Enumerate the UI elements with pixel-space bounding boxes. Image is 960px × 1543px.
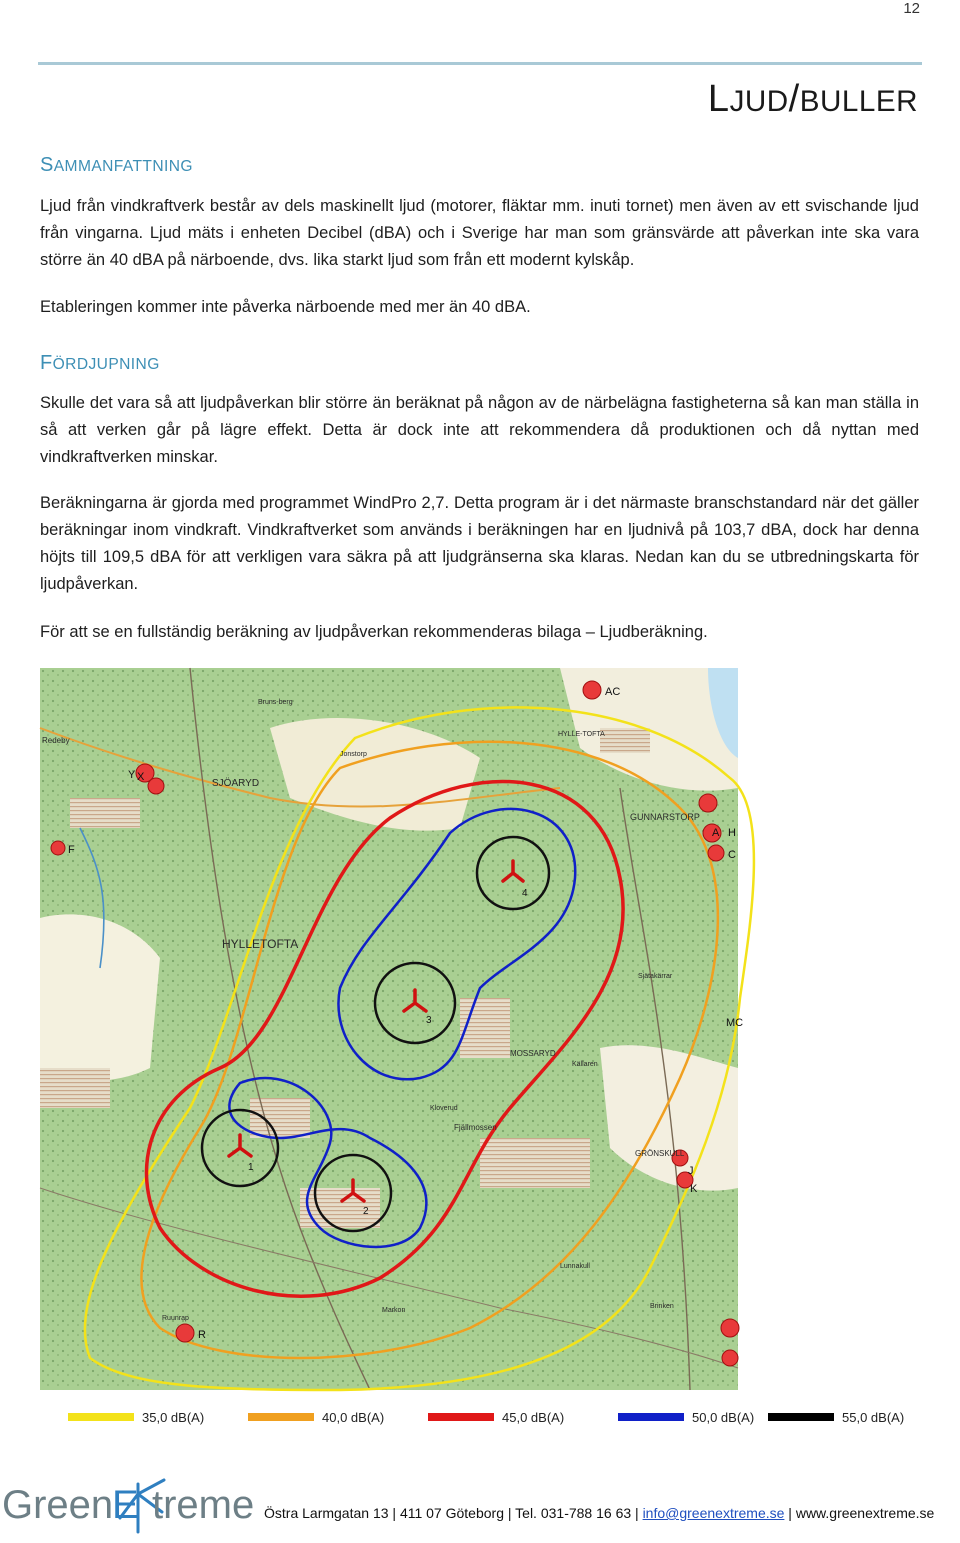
summary-paragraph: Ljud från vindkraftverk består av dels maskinellt ljud (motorer, fläktar mm. inuti tornet) men även av ett svischande ljud från vingarna. Ljud mäts i enheten Decibel (dBA) och i Sverige har man som gränsvärde att påverkan inte ska vara större än 40 dBA på närboende, dvs. lika starkt ljud som från ett modernt kylskåp. — [40, 197, 919, 269]
fordjupning-paragraph-2: Beräkningarna är gjorda med programmet WindPro 2,7. Detta program är i det närmaste branschstandard när det gäller beräkningar inom vindkraft. Vindkraftverket som används i beräkningen har en ljudnivå på 103,7 dBA, dock har denna höjts till 109,5 dBA för att verkligen vara säkra på att ljudgränserna ska klaras. Nedan kan du se utbredningskarta för ljudpåverkan. — [40, 494, 919, 593]
footer-address: Östra Larmgatan 13 — [264, 1505, 389, 1521]
svg-text:HYLLE-TOFTA: HYLLE-TOFTA — [558, 731, 605, 738]
svg-text:K: K — [690, 1183, 698, 1195]
svg-text:GUNNARSTORP: GUNNARSTORP — [630, 812, 700, 822]
page-title: LJUD/BULLER — [707, 78, 918, 120]
svg-text:Green: Green — [2, 1483, 114, 1527]
green-extreme-logo — [2, 1472, 255, 1538]
svg-text:A: A — [712, 827, 720, 839]
svg-text:AC: AC — [605, 686, 621, 698]
noise-map-graphic — [40, 668, 744, 1390]
svg-text:Redeby: Redeby — [42, 736, 70, 745]
svg-text:Källaren: Källaren — [572, 1061, 598, 1068]
noise-map — [40, 668, 744, 1390]
logo-graphic — [2, 1472, 255, 1538]
svg-text:R: R — [198, 1329, 206, 1341]
svg-text:SJÖARYD: SJÖARYD — [212, 778, 260, 789]
legend-swatch — [248, 1413, 314, 1421]
svg-text:Kloverud: Kloverud — [430, 1105, 458, 1112]
svg-text:4: 4 — [522, 888, 528, 899]
footer-email-link[interactable]: info@greenextreme.se — [642, 1505, 785, 1521]
svg-text:Brinken: Brinken — [650, 1303, 674, 1310]
svg-text:1: 1 — [248, 1162, 254, 1173]
svg-text:treme: treme — [152, 1483, 255, 1527]
legend-item-45 — [428, 1405, 564, 1429]
legend-label: 55,0 dB(A) — [842, 1409, 905, 1425]
fordjupning-paragraph-1: Skulle det vara så att ljudpåverkan blir större än beräknat på någon av de närbelägna fastigheterna så kan man ställa in så att verken går på lägre effekt. Detta är dock inte att rekommendera då produktionen och då nyttan med vindkraftverken minskar. — [40, 394, 919, 466]
legend-item-40 — [248, 1405, 384, 1429]
svg-text:X: X — [137, 771, 145, 783]
svg-text:Ruunrap: Ruunrap — [162, 1315, 189, 1322]
svg-text:Bruns-berg: Bruns-berg — [258, 699, 293, 706]
legend-item-35 — [68, 1405, 204, 1429]
section-heading-fordjupning: FÖRDJUPNING — [40, 352, 160, 374]
svg-text:F: F — [68, 844, 75, 856]
svg-text:3: 3 — [426, 1015, 432, 1026]
summary-conclusion: Etableringen kommer inte påverka närboende med mer än 40 dBA. — [40, 298, 531, 316]
svg-text:MC: MC — [726, 1017, 744, 1029]
section-heading-sammanfattning: SAMMANFATTNING — [40, 154, 193, 176]
map-legend — [68, 1405, 920, 1429]
legend-label: 50,0 dB(A) — [692, 1409, 755, 1425]
legend-label: 35,0 dB(A) — [142, 1409, 205, 1425]
legend-swatch — [68, 1413, 134, 1421]
legend-label: 45,0 dB(A) — [502, 1409, 565, 1425]
svg-text:Jonstorp: Jonstorp — [340, 751, 367, 758]
svg-text:Sjätakärrar: Sjätakärrar — [638, 973, 673, 980]
legend-swatch — [428, 1413, 494, 1421]
svg-text:Y: Y — [128, 769, 136, 781]
footer-postal: 411 07 Göteborg — [399, 1505, 504, 1521]
legend-swatch — [618, 1413, 684, 1421]
svg-text:E: E — [112, 1483, 139, 1527]
svg-text:Fjällmossen: Fjällmossen — [454, 1123, 497, 1132]
svg-text:2: 2 — [363, 1206, 369, 1217]
footer-web[interactable]: www.greenextreme.se — [795, 1505, 935, 1521]
svg-text:MOSSARYD: MOSSARYD — [510, 1049, 556, 1058]
legend-item-55 — [768, 1405, 904, 1429]
legend-item-50 — [618, 1405, 754, 1429]
legend-label: 40,0 dB(A) — [322, 1409, 385, 1425]
page-number: 12 — [903, 0, 920, 17]
svg-text:Markon: Markon — [382, 1307, 406, 1314]
svg-text:J: J — [688, 1165, 694, 1177]
footer-phone: Tel. 031-788 16 63 — [515, 1505, 632, 1521]
footer-contact: Östra Larmgatan 13 | 411 07 Göteborg | Tel. 031-788 16 63 | info@greenextreme.se | www.greenextreme.se — [264, 1505, 935, 1521]
svg-text:H: H — [728, 827, 736, 839]
fordjupning-paragraph-3: För att se en fullständig beräkning av ljudpåverkan rekommenderas bilaga – Ljudberäkning. — [40, 623, 708, 641]
svg-text:HYLLETOFTA: HYLLETOFTA — [222, 937, 299, 951]
svg-text:GRÖNSKULL: GRÖNSKULL — [635, 1149, 685, 1158]
header-rule — [38, 62, 922, 65]
svg-text:Lunnakull: Lunnakull — [560, 1263, 590, 1270]
legend-swatch — [768, 1413, 834, 1421]
svg-text:C: C — [728, 849, 736, 861]
